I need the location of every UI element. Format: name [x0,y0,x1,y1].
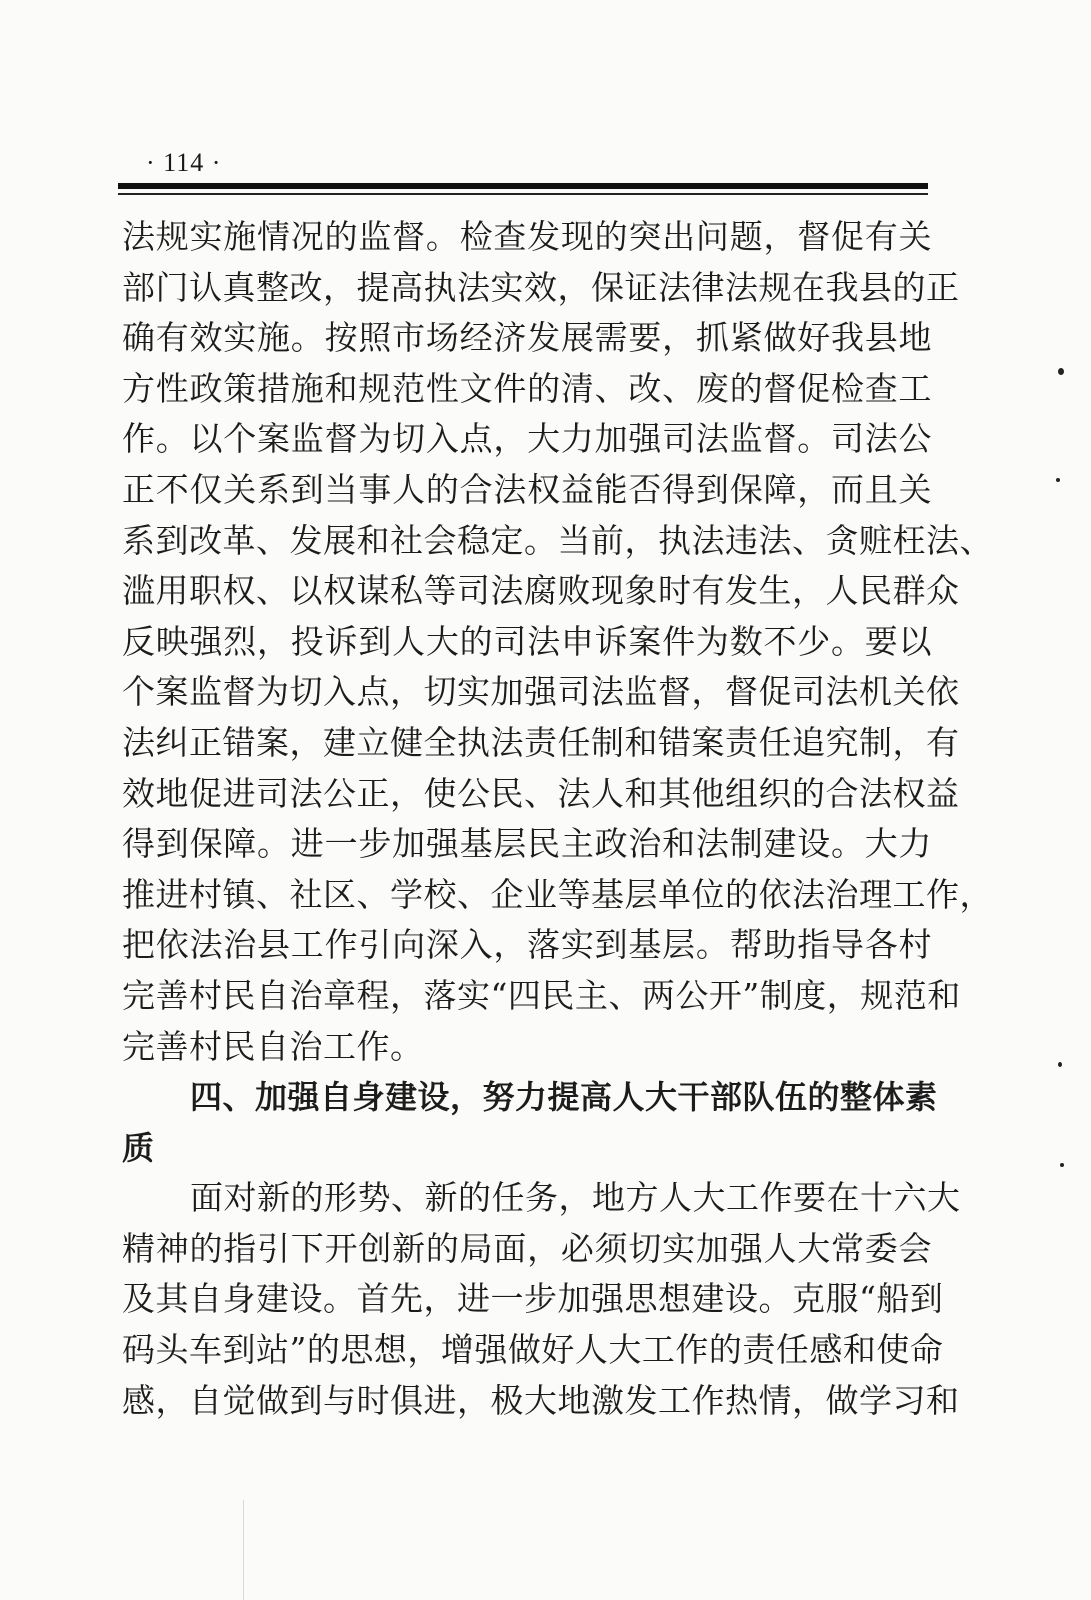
body-text-line: 精神的指引下开创新的局面，必须切实加强人大常委会 [122,1228,932,1268]
body-text-line: 完善村民自治工作。 [122,1026,424,1066]
body-text-line: 个案监督为切入点，切实加强司法监督，督促司法机关依 [122,672,960,712]
header-rule-thick [118,183,928,189]
body-text-line: 效地促进司法公正，使公民、法人和其他组织的合法权益 [122,773,960,813]
scan-speck [1058,368,1064,375]
body-text-line: 系到改革、发展和社会稳定。当前，执法违法、贪赃枉法、 [122,520,993,560]
body-text-line: 及其自身建设。首先，进一步加强思想建设。克服“船到 [122,1279,944,1319]
body-text-line: 码头车到站”的思想，增强做好人大工作的责任感和使命 [122,1330,944,1370]
scan-speck [1060,1163,1064,1167]
section-heading-line: 四、加强自身建设，努力提高人大干部队伍的整体素 [190,1078,938,1117]
body-text-line: 法纠正错案，建立健全执法责任制和错案责任追究制，有 [122,722,960,762]
body-text-line: 确有效实施。按照市场经济发展需要，抓紧做好我县地 [122,318,932,358]
scan-speck [1056,478,1060,482]
body-text-line: 作。以个案监督为切入点，大力加强司法监督。司法公 [122,419,932,459]
section-heading-line: 质 [122,1128,155,1167]
header-rule-thin [118,193,928,195]
body-text-line: 面对新的形势、新的任务，地方人大工作要在十六大 [190,1178,961,1218]
body-text-line: 反映强烈，投诉到人大的司法申诉案件为数不少。要以 [122,621,932,661]
body-text-line: 正不仅关系到当事人的合法权益能否得到保障，而且关 [122,469,932,509]
body-text [122,212,993,1426]
body-text-line: 滥用职权、以权谋私等司法腐败现象时有发生，人民群众 [122,571,960,611]
body-text-line: 方性政策措施和规范性文件的清、改、废的督促检查工 [122,368,932,408]
body-text-line: 完善村民自治章程，落实“四民主、两公开”制度，规范和 [122,975,961,1015]
margin-fold-line [243,1500,244,1600]
body-text-line: 法规实施情况的监督。检查发现的突出问题，督促有关 [122,217,932,256]
page-number: · 114 · [146,148,222,177]
body-text-line: 推进村镇、社区、学校、企业等基层单位的依法治理工作， [122,874,993,914]
body-text-line: 把依法治县工作引向深入，落实到基层。帮助指导各村 [122,925,932,965]
scan-speck [1058,1062,1062,1067]
body-text-line: 部门认真整改，提高执法实效，保证法律法规在我县的正 [122,267,960,307]
body-text-line: 感，自觉做到与时俱进，极大地激发工作热情，做学习和 [122,1380,960,1420]
body-text-line: 得到保障。进一步加强基层民主政治和法制建设。大力 [122,824,932,864]
